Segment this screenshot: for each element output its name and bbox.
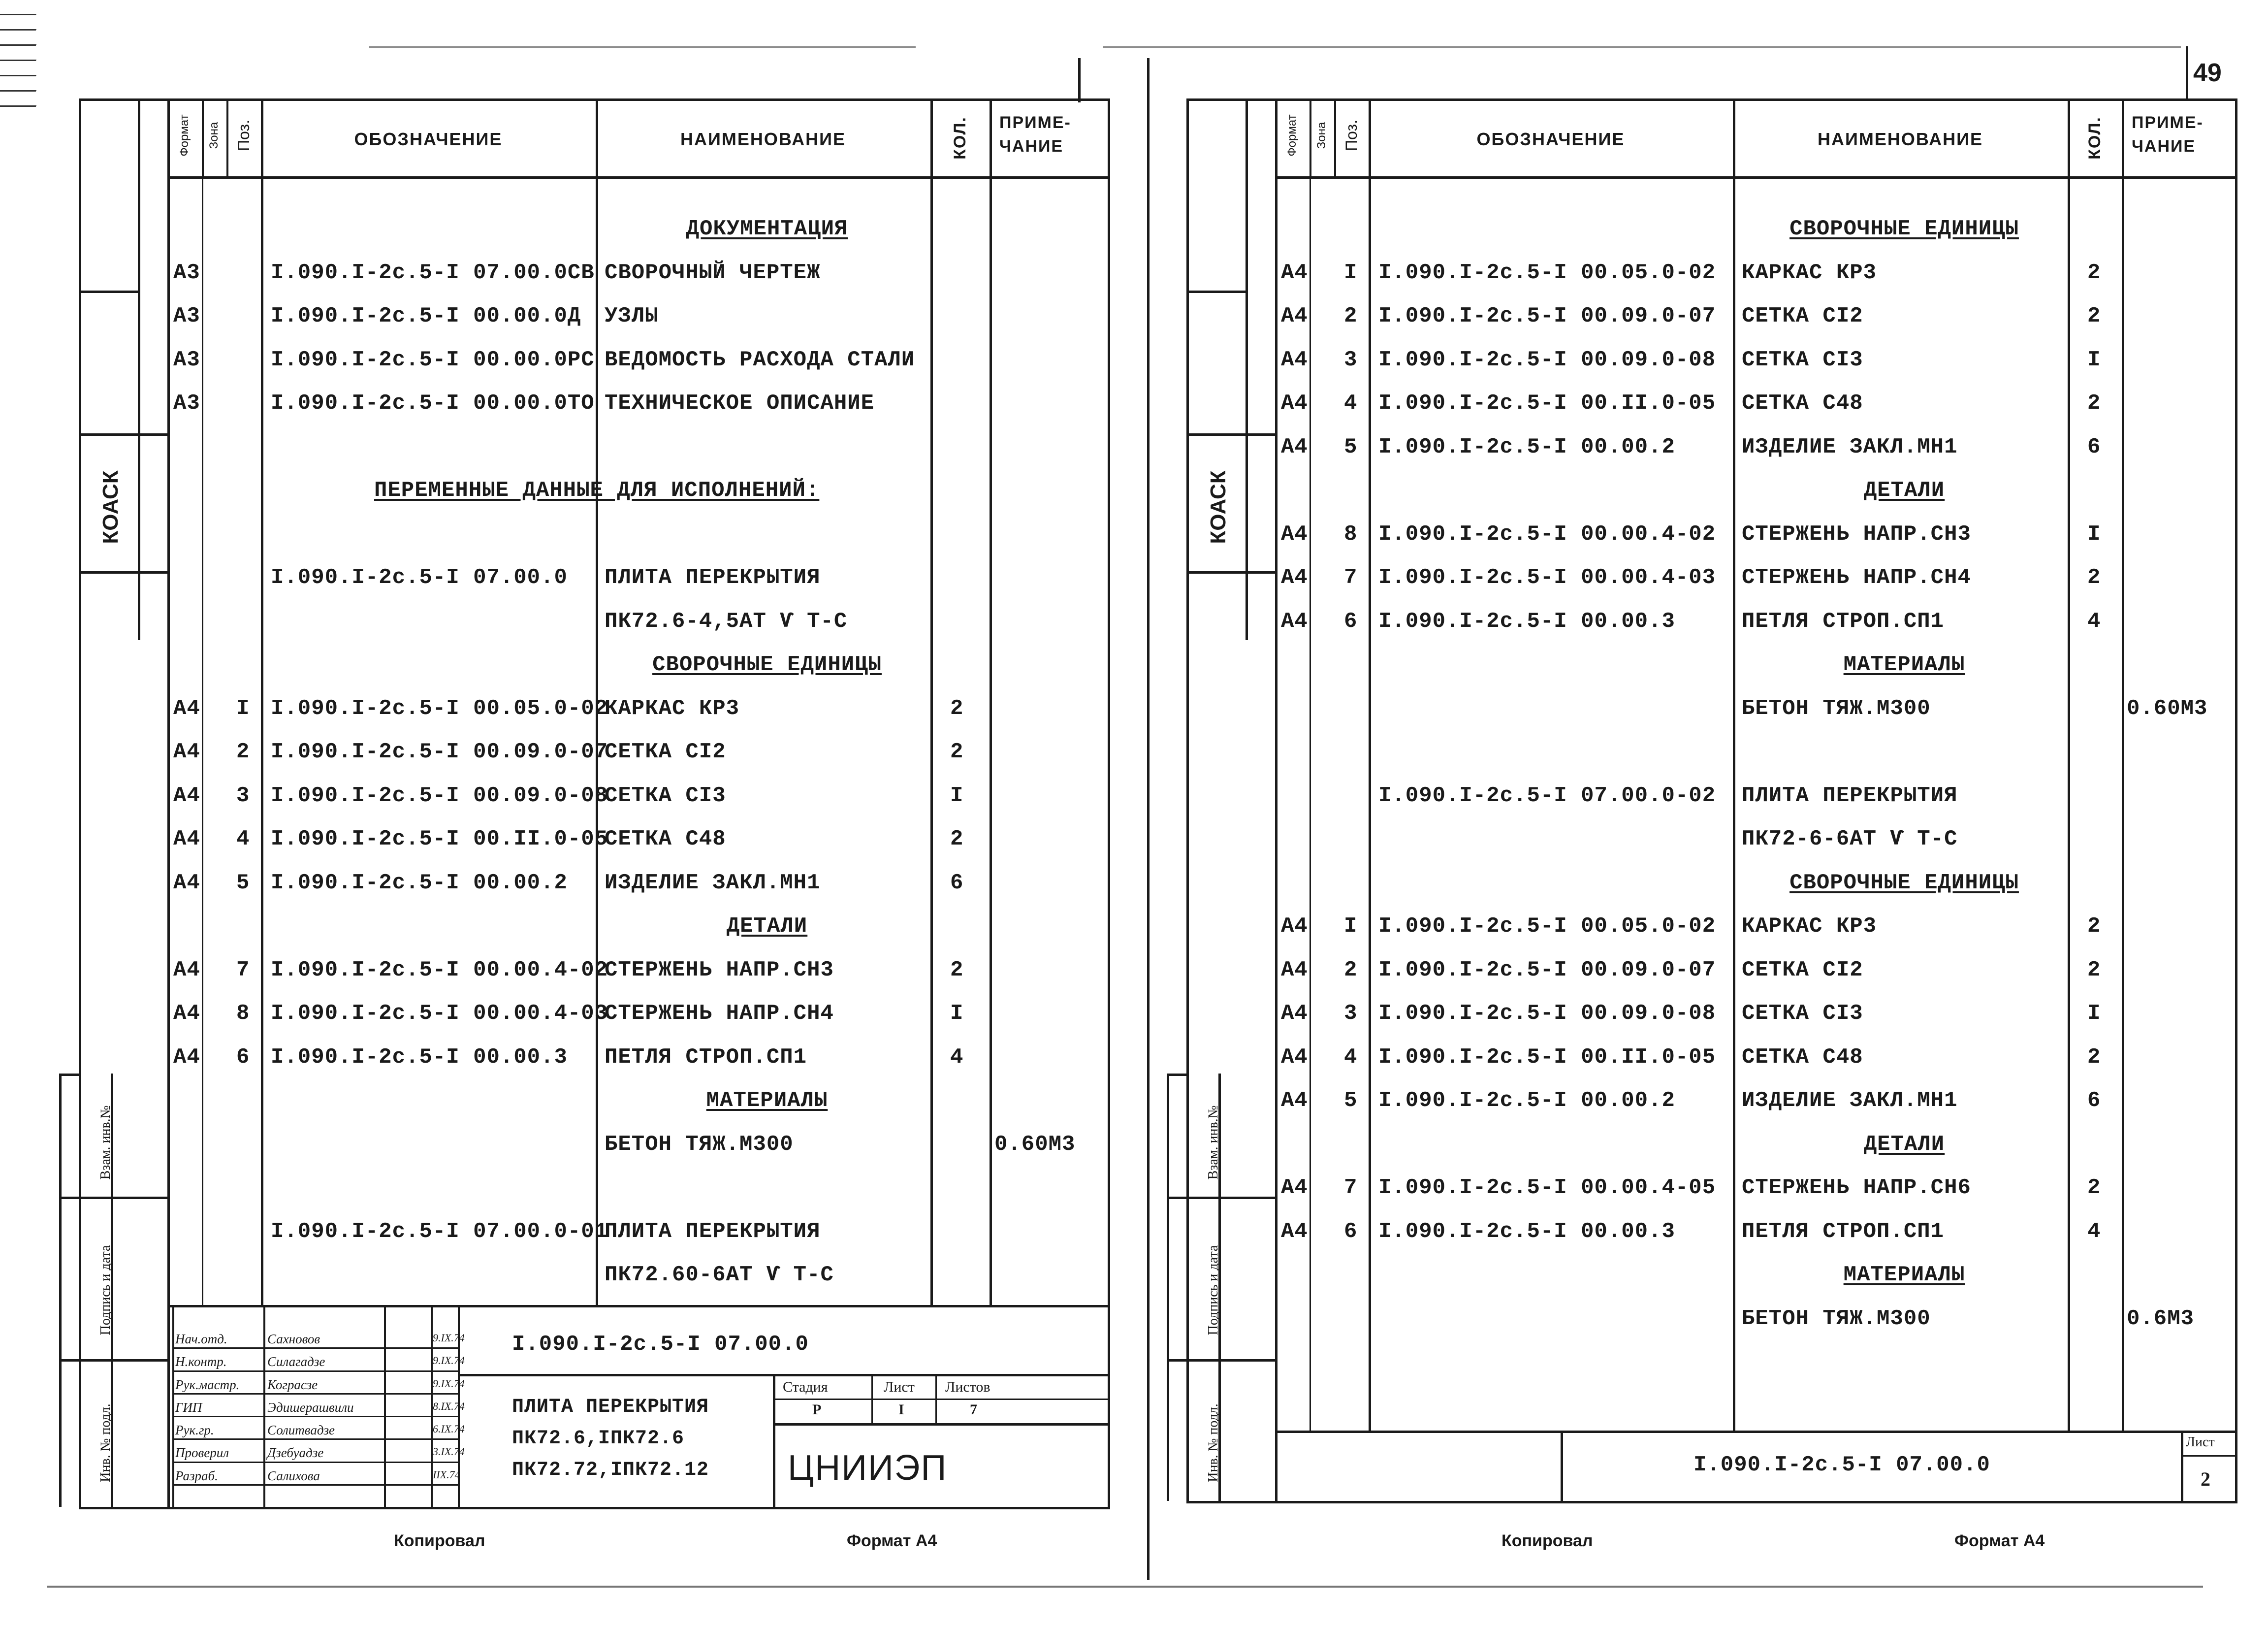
section-heading: МАТЕРИАЛЫ (1843, 652, 1965, 677)
rule-line (1561, 1431, 1563, 1501)
sheet-value: I (898, 1401, 904, 1418)
row-format: А4 (1281, 609, 1308, 634)
row-format: А4 (1281, 1219, 1308, 1244)
row-name: СТЕРЖЕНЬ НАПР.СН4 (1742, 565, 1971, 590)
stamp-date: 3.IX.74 (433, 1445, 465, 1458)
rule-line (167, 1305, 1110, 1307)
signature-mark (0, 92, 43, 107)
row-name: СТЕРЖЕНЬ НАПР.СН3 (605, 957, 834, 982)
rule-line (1275, 1431, 2237, 1433)
document-code: I.090.I-2с.5-I 07.00.0 (512, 1332, 809, 1357)
row-position: 2 (1344, 957, 1358, 982)
row-name: СЕТКА СI2 (1742, 304, 1863, 328)
row-position: 6 (236, 1044, 250, 1070)
row-qty: I (2087, 347, 2101, 372)
row-format: А3 (173, 391, 200, 416)
row-format: А4 (173, 870, 200, 895)
row-designation: I.090.I-2с.5-I 00.09.0-07 (1378, 304, 1716, 328)
stamp-name: Кограсзе (267, 1377, 318, 1392)
row-name: СЕТКА СI3 (1742, 1001, 1863, 1026)
rule-line (79, 571, 167, 574)
row-designation: I.090.I-2с.5-I 00.00.2 (1378, 1088, 1675, 1113)
row-designation: I.090.I-2с.5-I 00.09.0-08 (1378, 1001, 1716, 1026)
row-format: А4 (173, 827, 200, 851)
row-format: А3 (173, 304, 200, 328)
rule-line (1246, 98, 1248, 640)
rule-line (59, 1074, 79, 1076)
sheet-value: 2 (2201, 1468, 2210, 1490)
section-heading: СВОРОЧНЫЕ ЕДИНИЦЫ (1789, 870, 2019, 895)
row-designation: I.090.I-2с.5-I 00.II.0-05 (1378, 1044, 1716, 1070)
row-qty: 4 (2087, 1219, 2101, 1244)
row-position: 2 (1344, 304, 1358, 328)
stamp-date: 9.IX.74 (433, 1354, 465, 1367)
row-name: КАРКАС КР3 (1742, 260, 1877, 285)
row-format: А4 (1281, 1088, 1308, 1113)
row-format: А4 (1281, 521, 1308, 547)
row-name: СЕТКА СI2 (605, 740, 726, 764)
row-name: ПЕТЛЯ СТРОП.СП1 (1742, 609, 1945, 634)
rule-line (172, 1347, 458, 1349)
organization-logo: ЦНИИЭП (788, 1448, 948, 1488)
variable-data-heading: ПЕРЕМЕННЫЕ ДАННЫЕ ДЛЯ ИСПОЛНЕНИЙ: (374, 478, 820, 503)
row-name: ИЗДЕЛИЕ ЗАКЛ.МН1 (1742, 1088, 1958, 1113)
row-designation: I.090.I-2с.5-I 07.00.0-02 (1378, 783, 1716, 808)
side-label: КОАСК (98, 470, 123, 544)
signature-mark (0, 61, 43, 76)
rule-line (1310, 176, 1311, 1431)
document-code: I.090.I-2с.5-I 07.00.0 (1693, 1453, 1990, 1477)
rule-line (773, 1374, 775, 1507)
stamp-role: Разраб. (175, 1468, 218, 1483)
document-title: ПК72.6,IПК72.6 (512, 1428, 685, 1450)
header-note: ПРИМЕ- (999, 113, 1071, 132)
rule-line (935, 1374, 937, 1423)
rule-line (202, 176, 203, 1305)
row-position: 2 (236, 740, 250, 764)
row-designation: I.090.I-2с.5-I 00.09.0-07 (1378, 957, 1716, 982)
stamp-role: Н.контр. (175, 1354, 227, 1369)
stage-value: Р (812, 1401, 822, 1418)
row-name: УЗЛЫ (605, 304, 659, 328)
rule-line (172, 1462, 458, 1463)
rule-line (138, 98, 140, 640)
stamp-date: IIX.74 (433, 1468, 460, 1481)
rule-line (1167, 1359, 1275, 1362)
row-note: 0.6М3 (2127, 1306, 2195, 1331)
row-designation: I.090.I-2с.5-I 00.00.3 (1378, 609, 1675, 634)
rule-line (1186, 1501, 2237, 1503)
row-position: 5 (1344, 434, 1358, 459)
rule-line (202, 98, 204, 176)
section-heading: МАТЕРИАЛЫ (1843, 1263, 1965, 1287)
rule-line (871, 1374, 873, 1423)
section-heading: СВОРОЧНЫЕ ЕДИНИЦЫ (652, 652, 882, 677)
row-designation: I.090.I-2с.5-I 00.II.0-05 (271, 827, 608, 851)
rule-line (79, 1507, 1110, 1509)
row-name: ИЗДЕЛИЕ ЗАКЛ.МН1 (1742, 434, 1958, 459)
header-zone: Зона (1315, 122, 1328, 149)
footer-format: Формат А4 (1954, 1531, 2045, 1550)
row-note: 0.60М3 (2127, 696, 2208, 721)
row-qty: I (950, 1001, 964, 1026)
signature-mark (0, 31, 43, 46)
header-note: ЧАНИЕ (999, 137, 1064, 156)
row-qty: 4 (950, 1044, 964, 1070)
row-qty: I (2087, 1001, 2101, 1026)
stamp-name: Эдишерашвили (267, 1400, 354, 1415)
row-designation: I.090.I-2с.5-I 00.00.3 (271, 1044, 568, 1070)
header-qty: КОЛ. (2085, 116, 2104, 160)
rule-line (172, 1416, 458, 1417)
section-heading: МАТЕРИАЛЫ (706, 1088, 828, 1113)
stamp-date: 9.IX.74 (433, 1332, 465, 1344)
row-qty: I (950, 783, 964, 808)
row-name: СТЕРЖЕНЬ НАПР.СН6 (1742, 1175, 1971, 1200)
row-name: СЕТКА С48 (1742, 1044, 1863, 1070)
row-position: 4 (236, 827, 250, 851)
row-designation: I.090.I-2с.5-I 07.00.0-01 (271, 1219, 608, 1244)
row-qty: 6 (2087, 434, 2101, 459)
section-heading: ДЕТАЛИ (726, 914, 808, 939)
signature-mark (0, 46, 43, 61)
row-name: ПК72.6-4,5АТ Ѵ Т-С (605, 609, 848, 634)
rule-line (1275, 98, 1278, 1501)
row-designation: I.090.I-2с.5-I 00.05.0-02 (271, 696, 608, 721)
stamp-name: Сахновов (267, 1332, 320, 1346)
rule-line (172, 1370, 458, 1372)
document-title: ПК72.72,IПК72.12 (512, 1459, 709, 1481)
row-designation: I.090.I-2с.5-I 00.00.0Д (271, 304, 581, 328)
rule-line (2235, 98, 2237, 1431)
document-title: ПЛИТА ПЕРЕКРЫТИЯ (512, 1396, 709, 1418)
row-position: I (1344, 914, 1358, 939)
rule-line (79, 291, 138, 293)
row-name: БЕТОН ТЯЖ.М300 (1742, 696, 1931, 721)
row-format: А4 (173, 696, 200, 721)
row-qty: 2 (2087, 565, 2101, 590)
row-position: 4 (1344, 1044, 1358, 1070)
stamp-label: Инв. № подл. (1206, 1403, 1221, 1482)
row-designation: I.090.I-2с.5-I 00.00.4-05 (1378, 1175, 1716, 1200)
stamp-label: Инв. № подл. (98, 1403, 113, 1482)
signature-mark (0, 76, 43, 92)
row-position: 3 (236, 783, 250, 808)
row-qty: 2 (950, 740, 964, 764)
signature-mark (0, 0, 43, 15)
row-qty: 2 (2087, 1044, 2101, 1070)
row-qty: 2 (950, 696, 964, 721)
row-designation: I.090.I-2с.5-I 00.00.2 (271, 870, 568, 895)
row-format: А4 (1281, 1175, 1308, 1200)
row-designation: I.090.I-2с.5-I 00.00.4-03 (271, 1001, 608, 1026)
signature-mark (0, 15, 43, 31)
header-note: ПРИМЕ- (2132, 113, 2204, 132)
row-position: 3 (1344, 347, 1358, 372)
row-format: А3 (173, 347, 200, 372)
row-format: А4 (1281, 304, 1308, 328)
header-name: НАИМЕНОВАНИЕ (680, 129, 846, 149)
rule-line (172, 1305, 174, 1507)
stamp-name: Салихова (267, 1468, 320, 1483)
row-format: А4 (1281, 957, 1308, 982)
row-designation: I.090.I-2с.5-I 00.00.4-02 (271, 957, 608, 982)
section-heading: ДЕТАЛИ (1863, 1132, 1945, 1157)
stamp-role: Рук.мастр. (175, 1377, 240, 1392)
stamp-role: Рук.гр. (175, 1423, 214, 1437)
rule-line (2181, 1455, 2235, 1457)
section-heading: ДОКУМЕНТАЦИЯ (686, 217, 848, 241)
stamp-label: Взам. инв.№ (98, 1105, 113, 1180)
rule-line (167, 176, 1108, 179)
row-position: 8 (1344, 521, 1358, 547)
row-name: СЕТКА СI2 (1742, 957, 1863, 982)
stamp-name: Солитвадзе (267, 1423, 335, 1437)
header-name: НАИМЕНОВАНИЕ (1818, 129, 1983, 149)
rule-line (1108, 1305, 1110, 1509)
row-name: СТЕРЖЕНЬ НАПР.СН4 (605, 1001, 834, 1026)
header-format: Формат (178, 114, 191, 157)
sheets-value: 7 (970, 1401, 977, 1418)
rule-line (1167, 1074, 1186, 1076)
row-designation: I.090.I-2с.5-I 07.00.0 (271, 565, 568, 590)
rule-line (172, 1484, 458, 1486)
rule-line (1167, 1074, 1169, 1501)
row-format: А4 (173, 1044, 200, 1070)
rule-line (167, 98, 170, 1507)
row-designation: I.090.I-2с.5-I 00.00.0РС (271, 347, 595, 372)
row-name: СЕТКА СI3 (1742, 347, 1863, 372)
rule-line (1186, 433, 1275, 436)
row-designation: I.090.I-2с.5-I 00.09.0-07 (271, 740, 608, 764)
row-designation: I.090.I-2с.5-I 00.09.0-08 (271, 783, 608, 808)
row-name: ПЕТЛЯ СТРОП.СП1 (605, 1044, 807, 1070)
row-format: А4 (1281, 260, 1308, 285)
row-designation: I.090.I-2с.5-I 00.00.3 (1378, 1219, 1675, 1244)
rule-line (1334, 98, 1336, 176)
rule-line (261, 98, 263, 1305)
row-designation: I.090.I-2с.5-I 00.05.0-02 (1378, 260, 1716, 285)
row-format: А4 (173, 783, 200, 808)
rule-line (226, 98, 228, 176)
row-qty: 2 (2087, 914, 2101, 939)
rule-line (1275, 176, 2235, 179)
rule-line (1369, 98, 1371, 1431)
header-note: ЧАНИЕ (2132, 137, 2196, 156)
row-qty: 2 (2087, 304, 2101, 328)
row-name: ТЕХНИЧЕСКОЕ ОПИСАНИЕ (605, 391, 875, 416)
stamp-label: Подпись и дата (98, 1245, 113, 1335)
row-name: ПЛИТА ПЕРЕКРЫТИЯ (605, 565, 821, 590)
sheet-label: Лист (2186, 1434, 2215, 1450)
row-qty: 2 (2087, 260, 2101, 285)
row-format: А4 (173, 957, 200, 982)
row-format: А4 (1281, 1044, 1308, 1070)
rule-line (1186, 291, 1246, 293)
section-heading: ДЕТАЛИ (1863, 478, 1945, 503)
stamp-date: 8.IX.74 (433, 1400, 465, 1412)
row-name: КАРКАС КР3 (605, 696, 740, 721)
row-designation: I.090.I-2с.5-I 07.00.0СВ (271, 260, 595, 285)
header-format: Формат (1285, 114, 1299, 157)
sheets-label: Листов (945, 1379, 990, 1395)
row-qty: I (2087, 521, 2101, 547)
rule-line (1186, 98, 1189, 1501)
row-designation: I.090.I-2с.5-I 00.00.2 (1378, 434, 1675, 459)
rule-line (384, 1305, 386, 1507)
rule-line (1310, 98, 1311, 176)
row-name: СЕТКА СI3 (605, 783, 726, 808)
stamp-role: ГИП (175, 1400, 202, 1415)
footer-copied: Копировал (394, 1531, 485, 1550)
row-format: А4 (1281, 914, 1308, 939)
rule-line (1733, 98, 1735, 1431)
row-format: А4 (1281, 565, 1308, 590)
row-designation: I.090.I-2с.5-I 00.00.4-02 (1378, 521, 1716, 547)
rule-line (172, 1438, 458, 1440)
header-zone: Зона (207, 122, 221, 149)
row-name: ПЛИТА ПЕРЕКРЫТИЯ (605, 1219, 821, 1244)
row-name: ПК72-6-6АТ Ѵ Т-С (1742, 827, 1958, 851)
row-note: 0.60М3 (994, 1132, 1076, 1157)
row-qty: 6 (2087, 1088, 2101, 1113)
row-format: А4 (1281, 391, 1308, 416)
row-position: I (1344, 260, 1358, 285)
row-position: 6 (1344, 609, 1358, 634)
rule-line (172, 1393, 458, 1395)
row-position: 5 (1344, 1088, 1358, 1113)
row-designation: I.090.I-2с.5-I 00.00.4-03 (1378, 565, 1716, 590)
rule-line (2181, 1431, 2183, 1501)
row-position: I (236, 696, 250, 721)
row-format: А4 (173, 740, 200, 764)
sheet-label: Лист (884, 1379, 915, 1395)
rule-line (79, 98, 81, 1507)
row-qty: 2 (950, 827, 964, 851)
row-position: 7 (1344, 565, 1358, 590)
rule-line (59, 1359, 167, 1362)
row-format: А4 (173, 1001, 200, 1026)
row-name: СВОРОЧНЫЙ ЧЕРТЕЖ (605, 260, 821, 285)
row-designation: I.090.I-2с.5-I 00.05.0-02 (1378, 914, 1716, 939)
page-number: 49 (2193, 59, 2222, 87)
header-pos: Поз. (235, 120, 253, 151)
header-designation: ОБОЗНАЧЕНИЕ (1476, 129, 1625, 149)
row-name: БЕТОН ТЯЖ.М300 (605, 1132, 794, 1157)
rule-line (990, 98, 992, 1305)
row-format: А4 (1281, 434, 1308, 459)
stamp-date: 9.IX.74 (433, 1377, 465, 1390)
row-name: БЕТОН ТЯЖ.М300 (1742, 1306, 1931, 1331)
row-position: 7 (1344, 1175, 1358, 1200)
row-name: ПЛИТА ПЕРЕКРЫТИЯ (1742, 783, 1958, 808)
row-format: А4 (1281, 347, 1308, 372)
section-heading: СВОРОЧНЫЕ ЕДИНИЦЫ (1789, 217, 2019, 241)
rule-line (1108, 98, 1110, 1305)
row-designation: I.090.I-2с.5-I 00.09.0-08 (1378, 347, 1716, 372)
stamp-label: Взам. инв.№ (1206, 1105, 1221, 1180)
row-name: КАРКАС КР3 (1742, 914, 1877, 939)
rule-line (79, 433, 167, 436)
row-format: А4 (1281, 1001, 1308, 1026)
row-position: 5 (236, 870, 250, 895)
stamp-label: Подпись и дата (1206, 1245, 1221, 1335)
row-position: 3 (1344, 1001, 1358, 1026)
header-pos: Поз. (1342, 120, 1360, 151)
row-name: СТЕРЖЕНЬ НАПР.СН3 (1742, 521, 1971, 547)
row-format: А3 (173, 260, 200, 285)
row-name: ВЕДОМОСТЬ РАСХОДА СТАЛИ (605, 347, 915, 372)
stamp-name: Силагадзе (267, 1354, 325, 1369)
stage-label: Стадия (783, 1379, 828, 1395)
row-qty: 6 (950, 870, 964, 895)
stamp-role: Проверил (175, 1445, 229, 1461)
row-name: ПЕТЛЯ СТРОП.СП1 (1742, 1219, 1945, 1244)
side-label: КОАСК (1206, 470, 1230, 544)
row-name: СЕТКА С48 (1742, 391, 1863, 416)
row-qty: 4 (2087, 609, 2101, 634)
row-designation: I.090.I-2с.5-I 00.II.0-05 (1378, 391, 1716, 416)
stamp-date: 6.IX.74 (433, 1423, 465, 1435)
footer-copied: Копировал (1501, 1531, 1593, 1550)
row-name: ПК72.60-6АТ Ѵ Т-С (605, 1263, 834, 1287)
rule-line (1186, 571, 1275, 574)
header-qty: КОЛ. (951, 116, 969, 160)
row-qty: 2 (2087, 1175, 2101, 1200)
row-qty: 2 (950, 957, 964, 982)
rule-line (2068, 98, 2070, 1431)
row-position: 4 (1344, 391, 1358, 416)
row-qty: 2 (2087, 391, 2101, 416)
rule-line (773, 1423, 1108, 1426)
stamp-name: Дзебуадзе (267, 1445, 324, 1461)
rule-line (263, 1305, 265, 1507)
row-position: 8 (236, 1001, 250, 1026)
row-qty: 2 (2087, 957, 2101, 982)
rule-line (930, 98, 933, 1305)
footer-format: Формат А4 (847, 1531, 937, 1550)
row-name: СЕТКА С48 (605, 827, 726, 851)
rule-line (2235, 1431, 2237, 1503)
row-position: 6 (1344, 1219, 1358, 1244)
row-name: ИЗДЕЛИЕ ЗАКЛ.МН1 (605, 870, 821, 895)
header-designation: ОБОЗНАЧЕНИЕ (354, 129, 503, 149)
rule-line (2122, 98, 2124, 1431)
rule-line (59, 1074, 62, 1507)
rule-line (458, 1374, 1108, 1376)
row-position: 7 (236, 957, 250, 982)
row-designation: I.090.I-2с.5-I 00.00.0ТО (271, 391, 595, 416)
rule-line (773, 1399, 1108, 1400)
stamp-role: Нач.отд. (175, 1332, 227, 1346)
